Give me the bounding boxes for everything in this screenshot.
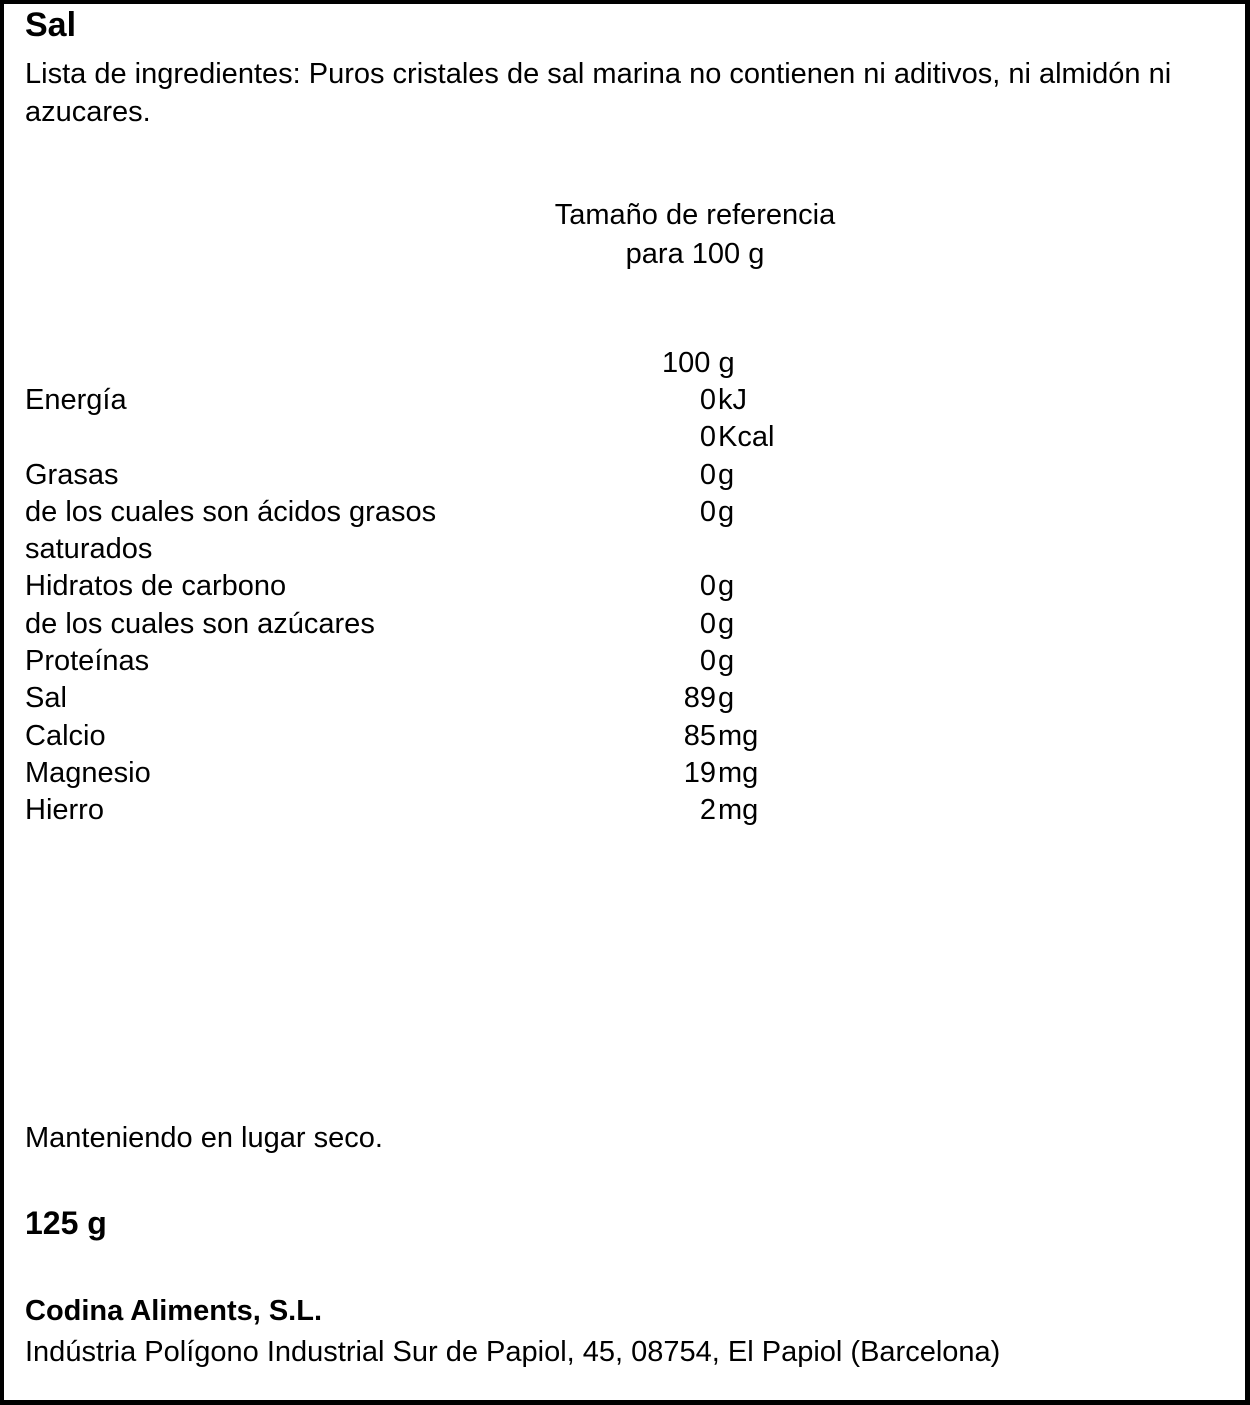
ingredients-text: Lista de ingredientes: Puros cristales de sal marina no contienen ni aditivos, ni almidón ni azucares. — [25, 58, 1172, 128]
nutrient-value: 0 — [699, 458, 716, 491]
net-weight: 125 g — [25, 1205, 107, 1241]
manufacturer-address: Indústria Polígono Industrial Sur de Papiol, 45, 08754, El Papiol (Barcelona) — [25, 1336, 1001, 1368]
nutrient-value: 0 — [699, 421, 716, 454]
nutrition-row — [25, 419, 925, 456]
nutrient-name: Sal — [25, 682, 67, 715]
reference-size-header — [470, 196, 920, 274]
reference-size-line2: para 100 g — [625, 238, 765, 270]
nutrition-row — [25, 457, 925, 494]
nutrition-column-header: 100 g — [662, 347, 735, 379]
nutrient-value: 19 — [683, 756, 716, 789]
nutrient-unit: g — [718, 607, 735, 640]
nutrient-value: 2 — [699, 794, 716, 827]
nutrient-value: 89 — [683, 682, 716, 715]
nutrient-value: 0 — [699, 495, 716, 528]
nutrient-name: de los cuales son ácidos grasos — [25, 495, 437, 528]
nutrient-unit: g — [718, 495, 735, 528]
storage-instructions: Manteniendo en lugar seco. — [25, 1122, 383, 1154]
nutrient-value: 85 — [683, 719, 716, 752]
nutrition-row — [25, 568, 925, 605]
nutrition-row — [25, 643, 925, 680]
nutrient-name: Energía — [25, 384, 127, 416]
nutrient-name: saturados — [25, 533, 153, 566]
nutrient-name: Hidratos de carbono — [25, 570, 287, 603]
nutrition-row — [25, 718, 925, 755]
nutrient-name: Hierro — [25, 794, 104, 827]
nutrient-unit: mg — [718, 794, 759, 827]
nutrient-value: 0 — [699, 607, 716, 640]
nutrition-row — [25, 494, 925, 531]
nutrient-value: 0 — [699, 645, 716, 678]
nutrition-row — [25, 606, 925, 643]
nutrient-value: 0 — [699, 384, 716, 416]
nutrient-unit: Kcal — [718, 421, 775, 454]
nutrient-name: Magnesio — [25, 756, 151, 789]
nutrition-row — [25, 382, 925, 419]
nutrition-row — [25, 792, 925, 829]
nutrient-name: Grasas — [25, 458, 119, 491]
nutrition-row — [25, 755, 925, 792]
nutrient-unit: kJ — [718, 384, 747, 416]
nutrient-unit: mg — [718, 719, 759, 752]
nutrition-row — [25, 680, 925, 717]
nutrient-unit: g — [718, 570, 735, 603]
nutrient-unit: g — [718, 682, 735, 715]
nutrient-unit: g — [718, 645, 735, 678]
reference-size-line1: Tamaño de referencia — [554, 199, 836, 231]
nutrient-name: de los cuales son azúcares — [25, 607, 375, 640]
product-title: Sal — [25, 6, 77, 44]
manufacturer-name: Codina Aliments, S.L. — [25, 1295, 323, 1327]
nutrient-value: 0 — [699, 570, 716, 603]
nutrient-name: Calcio — [25, 719, 106, 752]
nutrition-table — [25, 382, 925, 830]
nutrient-unit: g — [718, 458, 735, 491]
nutrition-row — [25, 531, 925, 568]
nutrient-unit: mg — [718, 756, 759, 789]
nutrient-name: Proteínas — [25, 645, 150, 678]
